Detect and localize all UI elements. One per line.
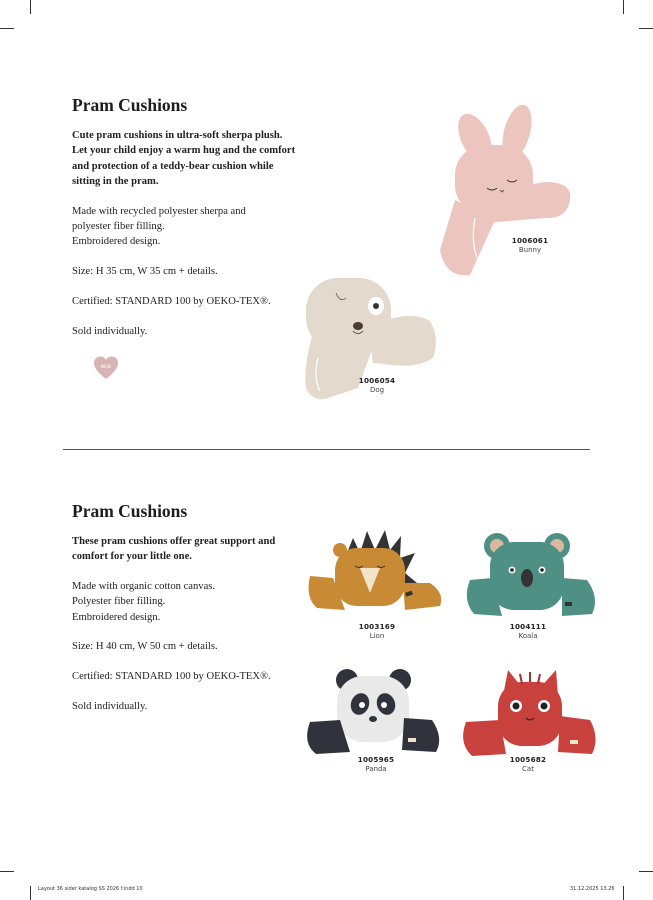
koala-cushion-image (462, 528, 602, 620)
crop-mark (639, 871, 653, 872)
product-caption-dog (347, 376, 407, 394)
crop-mark (623, 0, 624, 14)
product-caption-koala (498, 622, 558, 640)
sold-text: Sold individually. (72, 325, 148, 337)
product-code: 1006061 (511, 236, 549, 245)
sold-text: Sold individually. (72, 701, 148, 713)
product-code: 1005965 (357, 755, 395, 764)
new-badge-heart-icon (93, 355, 119, 381)
product-code: 1006054 (358, 376, 396, 385)
section-canvas-cushions (72, 501, 312, 729)
crop-mark (639, 28, 653, 29)
product-name: Panda (365, 765, 387, 773)
product-name: Lion (369, 632, 385, 640)
panda-cushion-image (302, 668, 444, 760)
crop-mark (0, 28, 14, 29)
product-caption-lion (347, 622, 407, 640)
product-code: 1004111 (509, 622, 547, 631)
crop-mark (0, 871, 14, 872)
product-name: Koala (518, 632, 538, 640)
product-caption-cat (498, 755, 558, 773)
footer-slug-right: 31.12.2025 13.26 (570, 886, 615, 892)
svg-text:NEW: NEW (100, 365, 112, 370)
size-text: Size: H 35 cm, W 35 cm + details. (72, 266, 218, 278)
section-title: Pram Cushions (72, 501, 188, 521)
product-name: Cat (522, 765, 534, 773)
material-text: Made with organic cotton canvas. Polyester fiber filling. Embroidered design. (72, 581, 216, 623)
product-code: 1005682 (509, 755, 547, 764)
product-name: Dog (369, 386, 385, 394)
product-caption-bunny (500, 236, 560, 254)
section-divider (63, 449, 590, 450)
material-text: Made with recycled polyester sherpa and polyester fiber filling. Embroidered design. (72, 205, 246, 248)
product-code: 1003169 (358, 622, 396, 631)
section-sherpa-cushions (72, 95, 312, 353)
product-caption-panda (346, 755, 406, 773)
section-title: Pram Cushions (72, 95, 188, 115)
lead-text: Cute pram cushions in ultra-soft sherpa plush. Let your child enjoy a warm hug and the comfort and protection of a teddy-bear cushion while sitting in the pram. (72, 130, 296, 187)
product-name: Bunny (518, 246, 542, 254)
lion-cushion-image (305, 528, 445, 620)
cat-cushion-image (458, 668, 600, 760)
lead-text: These pram cushions offer great support and comfort for your little one. (72, 536, 276, 563)
certified-text: Certified: STANDARD 100 by OEKO-TEX®. (72, 295, 271, 307)
crop-mark (30, 0, 31, 14)
size-text: Size: H 40 cm, W 50 cm + details. (72, 641, 218, 653)
crop-mark (30, 886, 31, 900)
crop-mark (623, 886, 624, 900)
footer-slug-left: Layout 36 sider katalog SS 2026 f.indd 10 (38, 886, 143, 892)
certified-text: Certified: STANDARD 100 by OEKO-TEX®. (72, 671, 271, 683)
